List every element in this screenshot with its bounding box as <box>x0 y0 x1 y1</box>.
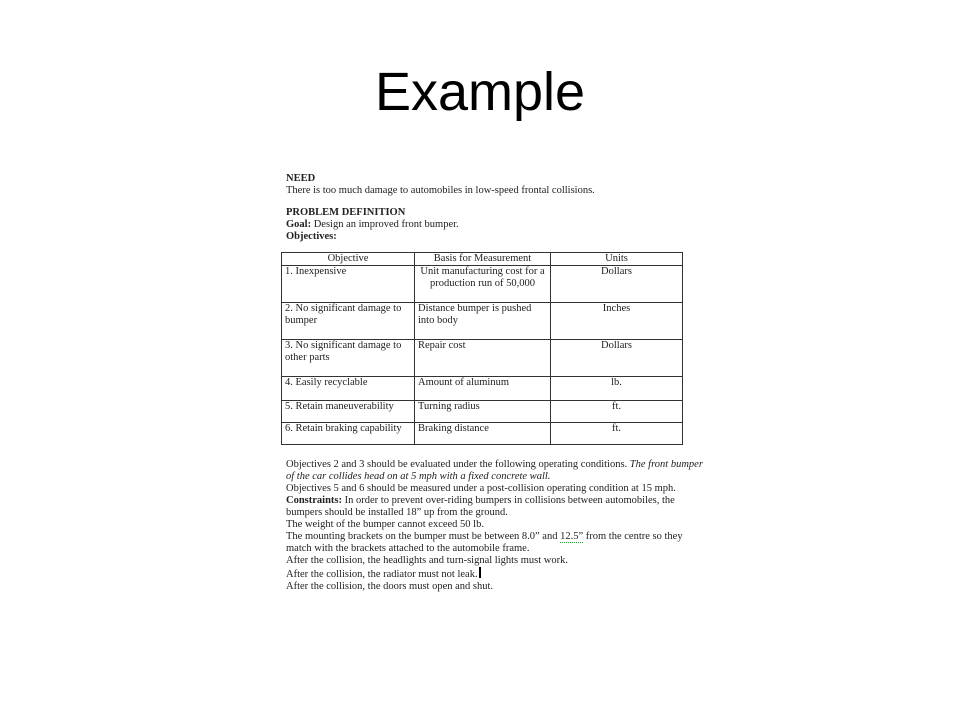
constraints-paragraph <box>286 495 706 519</box>
table-cell-objective: 4. Easily recyclable <box>282 377 415 401</box>
table-cell-units: Dollars <box>551 266 683 303</box>
weight-constraint: The weight of the bumper cannot exceed 50 lb. <box>286 519 484 530</box>
evaluation-paragraph <box>286 459 706 483</box>
constraints-label: Constraints: <box>286 495 343 506</box>
problem-definition-heading: PROBLEM DEFINITION <box>286 207 406 218</box>
document-image <box>286 173 706 593</box>
objectives-table <box>281 252 683 445</box>
brackets-value: 12.5” <box>560 531 584 542</box>
need-text: There is too much damage to automobiles in low-speed frontal collisions. <box>286 185 595 196</box>
need-heading: NEED <box>286 173 316 184</box>
goal-label: Goal: <box>286 219 312 230</box>
headlights-constraint: After the collision, the headlights and turn-signal lights must work. <box>286 555 568 566</box>
brackets-constraint <box>286 531 706 555</box>
evaluation-text: Objectives 2 and 3 should be evaluated under the following operating conditions. <box>286 459 630 470</box>
goal-text: Design an improved front bumper. <box>311 219 459 230</box>
table-header-row <box>282 253 683 266</box>
table-row <box>282 340 683 377</box>
radiator-constraint-line <box>286 567 706 581</box>
goal-line <box>286 219 706 231</box>
table-row <box>282 266 683 303</box>
table-cell-units: ft. <box>551 423 683 445</box>
brackets-text-end: from the centre so they match with the brackets attached to the automobile frame. <box>286 531 683 554</box>
table-row <box>282 423 683 445</box>
table-cell-basis: Braking distance <box>415 423 551 445</box>
evaluation-condition-text: The front bumper of the car collides head on at 5 mph with a fixed concrete wall. <box>286 459 703 482</box>
table-row <box>282 401 683 423</box>
table-cell-basis: Distance bumper is pushed into body <box>415 303 551 340</box>
objectives-label: Objectives: <box>286 231 337 242</box>
table-cell-units: Dollars <box>551 340 683 377</box>
table-cell-basis: Amount of aluminum <box>415 377 551 401</box>
table-cell-basis: Repair cost <box>415 340 551 377</box>
table-header: Basis for Measurement <box>415 253 551 266</box>
table-cell-objective: 5. Retain maneuverability <box>282 401 415 423</box>
table-header: Units <box>551 253 683 266</box>
table-row <box>282 377 683 401</box>
table-cell-basis: Unit manufacturing cost for a production run of 50,000 <box>415 266 551 303</box>
table-cell-units: ft. <box>551 401 683 423</box>
radiator-constraint: After the collision, the radiator must not leak. <box>286 569 478 580</box>
brackets-text: The mounting brackets on the bumper must be between 8.0” and <box>286 531 561 542</box>
table-row <box>282 303 683 340</box>
text-cursor <box>479 567 481 578</box>
post-collision-paragraph: Objectives 5 and 6 should be measured under a post-collision operating condition at 15 mph. <box>286 483 676 494</box>
table-cell-units: lb. <box>551 377 683 401</box>
table-cell-basis: Turning radius <box>415 401 551 423</box>
table-cell-units: Inches <box>551 303 683 340</box>
slide-title: Example <box>374 62 586 122</box>
constraints-text: In order to prevent over-riding bumpers in collisions between automobiles, the bumpers should be installed 18” up from the ground. <box>286 495 675 518</box>
table-cell-objective: 2. No significant damage to bumper <box>282 303 415 340</box>
doors-constraint: After the collision, the doors must open and shut. <box>286 581 494 592</box>
table-header: Objective <box>282 253 415 266</box>
table-cell-objective: 3. No significant damage to other parts <box>282 340 415 377</box>
table-cell-objective: 1. Inexpensive <box>282 266 415 303</box>
table-cell-objective: 6. Retain braking capability <box>282 423 415 445</box>
